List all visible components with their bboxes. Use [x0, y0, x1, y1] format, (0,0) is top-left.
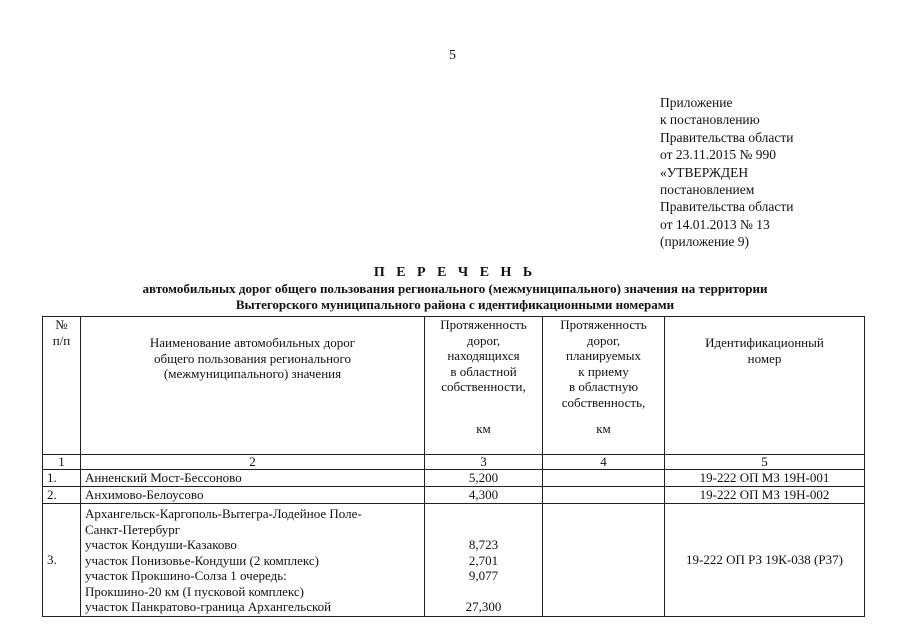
heading-line: автомобильных дорог общего пользования регионального (межмуниципального) значения на территории — [142, 281, 768, 296]
row-num: 3. — [43, 504, 81, 617]
road-name: Анхимово-Белоусово — [81, 487, 425, 504]
road-id: 19-222 ОП РЗ 19К-038 (Р37) — [665, 504, 865, 617]
column-number: 5 — [665, 455, 865, 470]
road-id: 19-222 ОП МЗ 19Н-001 — [665, 470, 865, 487]
approval-line: к постановлению — [660, 112, 760, 128]
planned-length — [543, 470, 665, 487]
header-id: Идентификационный номер — [665, 317, 865, 455]
column-number: 4 — [543, 455, 665, 470]
unit-km: км — [476, 420, 491, 436]
header-planned-length: Протяженность дорог, планируемых к приему в областную собственность, км — [543, 317, 665, 455]
header-name: Наименование автомобильных дорог общего пользования регионального (межмуниципального) значения — [81, 317, 425, 455]
road-name: Архангельск-Каргополь-Вытегра-Лодейное Поле- Санкт-Петербург участок Кондуши-Казаково участок Понизовье-Кондуши (2 комплекс) участок Прокшино-Солза 1 очередь: Прокшино-20 км (I пусковой комплекс) участок Панкратово-граница Архангельской — [81, 504, 425, 617]
column-number: 1 — [43, 455, 81, 470]
row-num: 1. — [43, 470, 81, 487]
table-row — [43, 487, 865, 504]
row-num: 2. — [43, 487, 81, 504]
table-row — [43, 504, 865, 617]
heading-title: П Е Р Е Ч Е Н Ь — [373, 265, 537, 280]
header-owned-length: Протяженность дорог, находящихся в областной собственности, км — [425, 317, 543, 455]
planned-length — [543, 487, 665, 504]
table-header-row — [43, 317, 865, 455]
roads-table — [42, 316, 865, 617]
road-name: Анненский Мост-Бессоново — [81, 470, 425, 487]
owned-length: 8,723 2,701 9,077 27,300 — [425, 504, 543, 617]
table-row — [43, 470, 865, 487]
column-number-row — [43, 455, 865, 470]
document-heading — [40, 264, 870, 312]
owned-length: 5,200 — [425, 470, 543, 487]
unit-km: км — [596, 420, 611, 436]
approval-line: Правительства области — [660, 199, 794, 215]
header-num: № п/п — [43, 317, 81, 455]
approval-line: Правительства области — [660, 129, 794, 145]
approval-line: постановлением — [660, 182, 755, 198]
page-number: 5 — [449, 48, 456, 63]
planned-length — [543, 504, 665, 617]
heading-line: Вытегорского муниципального района с идентификационными номерами — [235, 296, 675, 312]
approval-line: (приложение 9) — [660, 234, 750, 250]
approval-line: от 14.01.2013 № 13 — [660, 216, 770, 232]
approval-block — [660, 94, 793, 251]
column-number: 2 — [81, 455, 425, 470]
approval-line: от 23.11.2015 № 990 — [660, 147, 776, 163]
column-number: 3 — [425, 455, 543, 470]
owned-length: 4,300 — [425, 487, 543, 504]
approval-line: Приложение — [660, 95, 733, 110]
approval-line: «УТВЕРЖДЕН — [660, 164, 749, 180]
road-id: 19-222 ОП МЗ 19Н-002 — [665, 487, 865, 504]
